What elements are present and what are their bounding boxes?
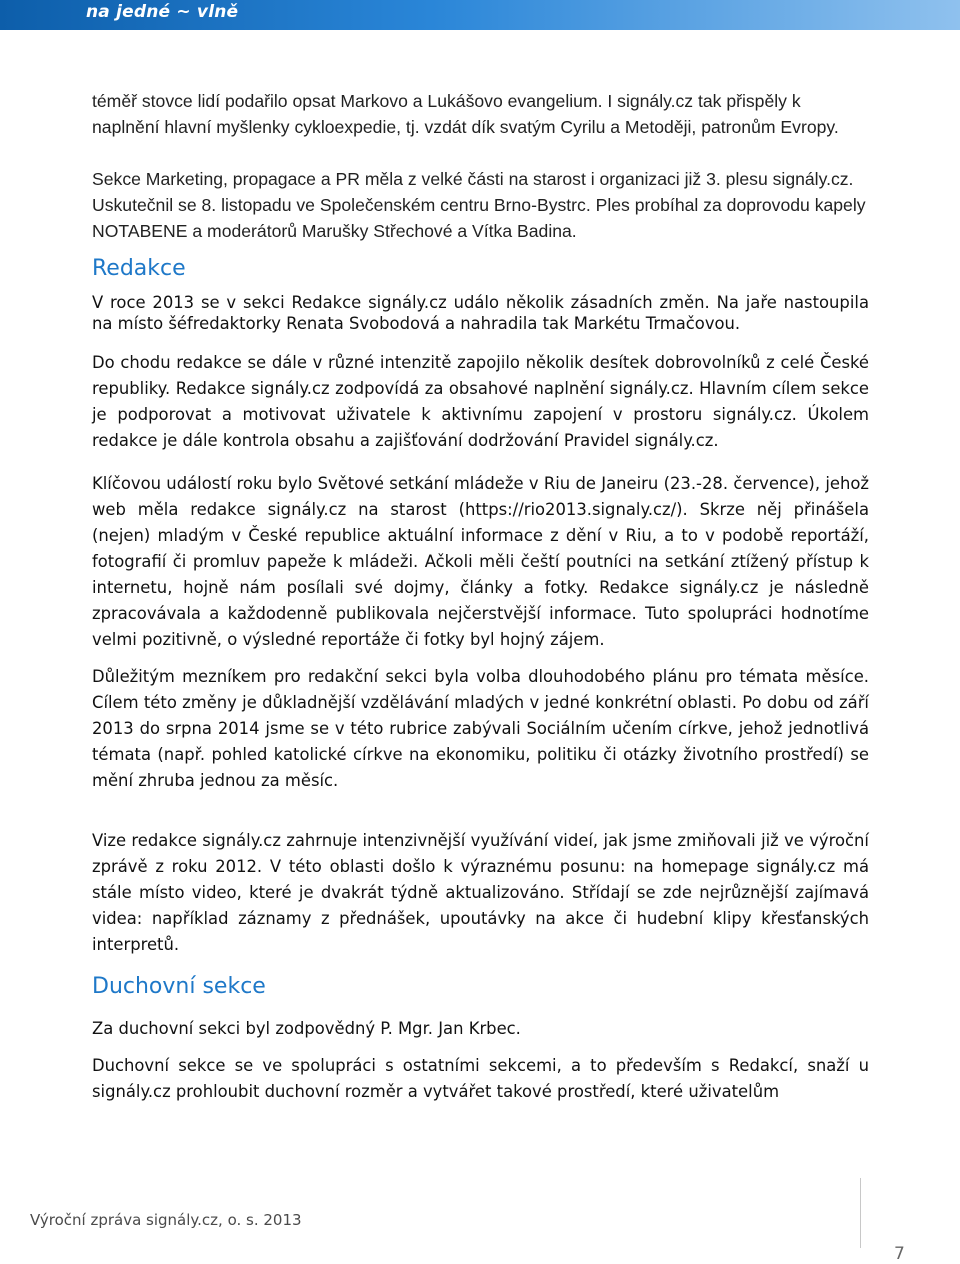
- paragraph-cykloexpedie: téměř stovce lidí podařilo opsat Markovo a Lukášovo evangelium. I signály.cz tak přispěly k naplnění hlavní myšlenky cykloexpedie, tj. vzdát dík svatým Cyrilu a Metoději, patronům Evropy.: [92, 91, 839, 137]
- paragraph-krbec: Za duchovní sekci byl zodpovědný P. Mgr. Jan Krbec.: [92, 1019, 521, 1038]
- page-number: 7: [894, 1244, 905, 1264]
- header-slogan: na jedné ~ vlně: [86, 2, 239, 22]
- paragraph-temata-mesice: Důležitým mezníkem pro redakční sekci byla volba dlouhodobého plánu pro témata měsíce. Cílem této změny je důkladnější vzdělávání mladých v jedné konkrétní oblasti. Po dobu od září 2013 do srpna 2014 jsme se v této rubrice zabývali Sociálním učením církve, jehož jednotlivá témata (např. pohled katolické církve na ekonomiku, politiku či otázky životního prostředí) se mění zhruba jednou za měsíc.: [92, 667, 869, 790]
- paragraph-redakce-changes: V roce 2013 se v sekci Redakce signály.cz událo několik zásadních změn. Na jaře nastoupila na místo šéfredaktorky Renata Svobodová a nahradila tak Markétu Trmačovou.: [92, 293, 869, 333]
- paragraph-video: Vize redakce signály.cz zahrnuje intenzivnější využívání videí, jak jsme zmiňovali již ve výroční zprávě z roku 2012. V této oblasti došlo k výraznému posunu: na homepage signály.cz má stále místo video, které je dvakrát týdně aktualizováno. Střídají se zde nejrůznější zajímavá videa: například záznamy z přednášek, upoutávky na akce či hudební klipy křesťanských interpretů.: [92, 831, 869, 954]
- header-band: [0, 0, 960, 30]
- paragraph-marketing: Sekce Marketing, propagace a PR měla z velké části na starost i organizaci již 3. plesu signály.cz. Uskutečnil se 8. listopadu ve Společenském centru Brno-Bystrc. Ples probíhal za doprovodu kapely NOTABENE a moderátorů Marušky Střechové a Vítka Badina.: [92, 169, 866, 241]
- footer-report-title: Výroční zpráva signály.cz, o. s. 2013: [30, 1211, 302, 1229]
- paragraph-duchovni: Duchovní sekce se ve spolupráci s ostatními sekcemi, a to především s Redakcí, snaží u signály.cz prohloubit duchovní rozměr a vytvářet takové prostředí, které uživatelům: [92, 1056, 869, 1101]
- footer-divider: [860, 1178, 861, 1248]
- paragraph-rio: Klíčovou událostí roku bylo Světové setkání mládeže v Riu de Janeiru (23.-28. července), jehož web měla redakce signály.cz na starost (https://rio2013.signaly.cz/). Skrze něj přinášela (nejen) mladým v České republice aktuální informace z dění v Riu, a to v podobě reportáží, fotografií či promluv papeže k mládeži. Ačkoli měli čeští poutníci na setkání ztížený přístup k internetu, hojně nám posílali své dojmy, články a fotky. Redakce signály.cz je následně zpracovávala a každodenně publikovala nejčerstvější informace. Tuto spolupráci hodnotíme velmi pozitivně, o výsledné reportáže či fotky byl hojný zájem.: [92, 474, 869, 649]
- paragraph-redakce-volunteers: Do chodu redakce se dále v různé intenzitě zapojilo několik desítek dobrovolníků z celé České republiky. Redakce signály.cz zodpovídá za obsahové naplnění signály.cz. Hlavním cílem sekce je podporovat a motivovat uživatele k aktivnímu zapojení v prostoru signály.cz. Úkolem redakce je dále kontrola obsahu a zajišťování dodržování Pravidel signály.cz.: [92, 353, 869, 450]
- page-content: [92, 88, 869, 1116]
- heading-redakce: Redakce: [92, 256, 186, 281]
- heading-duchovni-sekce: Duchovní sekce: [92, 974, 266, 999]
